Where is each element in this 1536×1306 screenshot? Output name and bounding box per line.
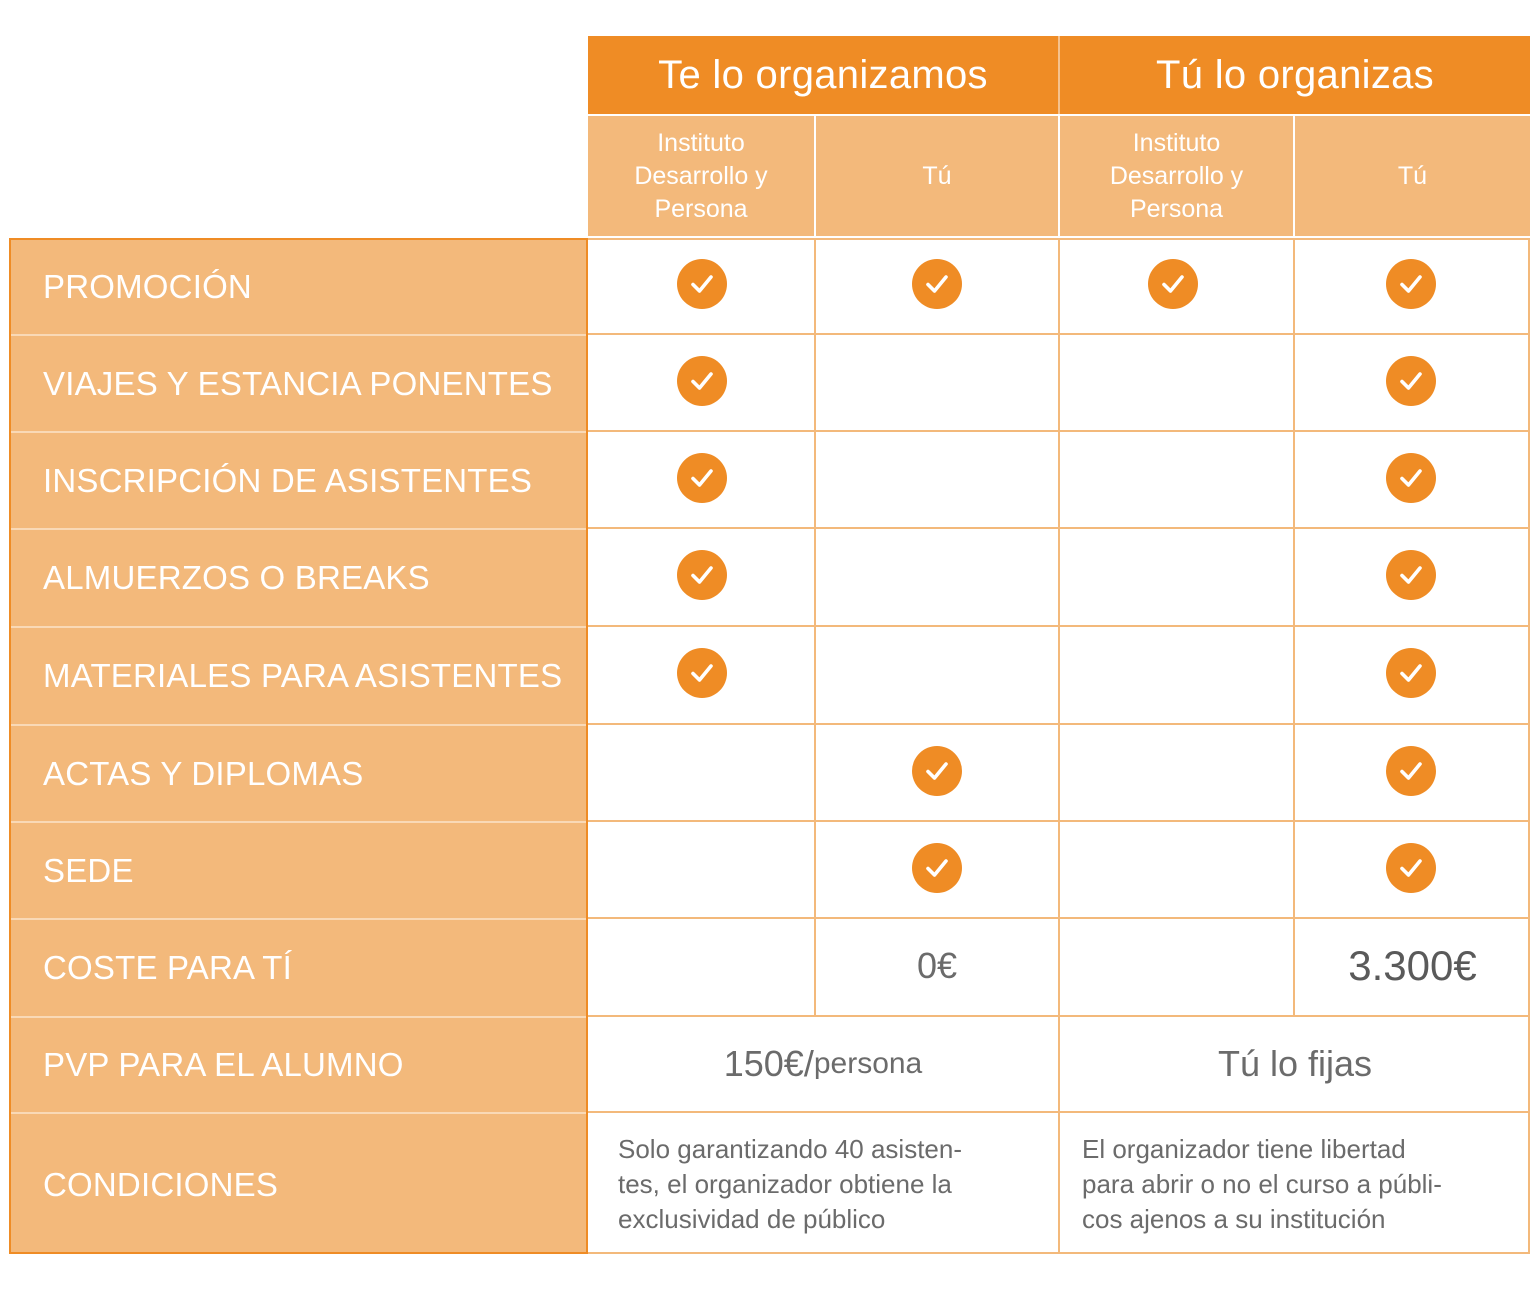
- subheader-tu-2: Tú: [1295, 116, 1530, 236]
- column-divider: [1293, 238, 1295, 1016]
- row-label: CONDICIONES: [43, 1166, 279, 1203]
- check-circle-icon: [1386, 746, 1436, 796]
- pvp-group1: [588, 1016, 1058, 1112]
- pvp-amount: 150€/: [723, 1043, 814, 1084]
- check-circle-icon: [677, 259, 727, 309]
- subheader-instituto-2: Instituto Desarrollo y Persona: [1060, 116, 1293, 236]
- check-circle-icon: [677, 550, 727, 600]
- check-circle-icon: [912, 746, 962, 796]
- conditions-group2: El organizador tiene libertad para abrir o no el curso a públi- cos ajenos a su institución: [1082, 1134, 1442, 1234]
- group-header-tu-lo-organizas: Tú lo organizas: [1060, 36, 1530, 114]
- group-header-te-lo-organizamos: Te lo organizamos: [588, 36, 1060, 114]
- row-label: MATERIALES PARA ASISTENTES: [11, 628, 586, 726]
- row-label: SEDE: [11, 823, 586, 920]
- check-circle-icon: [1386, 453, 1436, 503]
- pvp-group2: Tú lo fijas: [1217, 1043, 1373, 1084]
- check-circle-icon: [1386, 648, 1436, 698]
- check-circle-icon: [1386, 259, 1436, 309]
- subheader-instituto-1: Instituto Desarrollo y Persona: [588, 116, 814, 236]
- check-circle-icon: [677, 356, 727, 406]
- check-circle-icon: [1148, 259, 1198, 309]
- check-circle-icon: [1386, 356, 1436, 406]
- row-label: COSTE PARA TÍ: [11, 920, 586, 1018]
- check-circle-icon: [1386, 843, 1436, 893]
- conditions-group1: Solo garantizando 40 asisten- tes, el organizador obtiene la exclusividad de público: [618, 1134, 963, 1234]
- row-label: PVP PARA EL ALUMNO: [11, 1018, 586, 1114]
- row-labels-column: [9, 238, 588, 1254]
- row-label: PROMOCIÓN: [11, 240, 586, 336]
- check-circle-icon: [677, 453, 727, 503]
- check-circle-icon: [912, 259, 962, 309]
- row-label: ALMUERZOS O BREAKS: [11, 530, 586, 628]
- column-divider: [814, 238, 816, 1016]
- row-label: ACTAS Y DIPLOMAS: [11, 726, 586, 823]
- row-label: VIAJES Y ESTANCIA PONENTES: [11, 336, 586, 433]
- check-circle-icon: [1386, 550, 1436, 600]
- subheader-tu-1: Tú: [816, 116, 1058, 236]
- row-label: INSCRIPCIÓN DE ASISTENTES: [11, 433, 586, 530]
- check-circle-icon: [677, 648, 727, 698]
- check-circle-icon: [912, 843, 962, 893]
- cost-value-tu-2: 3.300€: [1348, 942, 1477, 989]
- pvp-unit: persona: [813, 1047, 923, 1080]
- cost-value-tu-1: 0€: [916, 945, 958, 986]
